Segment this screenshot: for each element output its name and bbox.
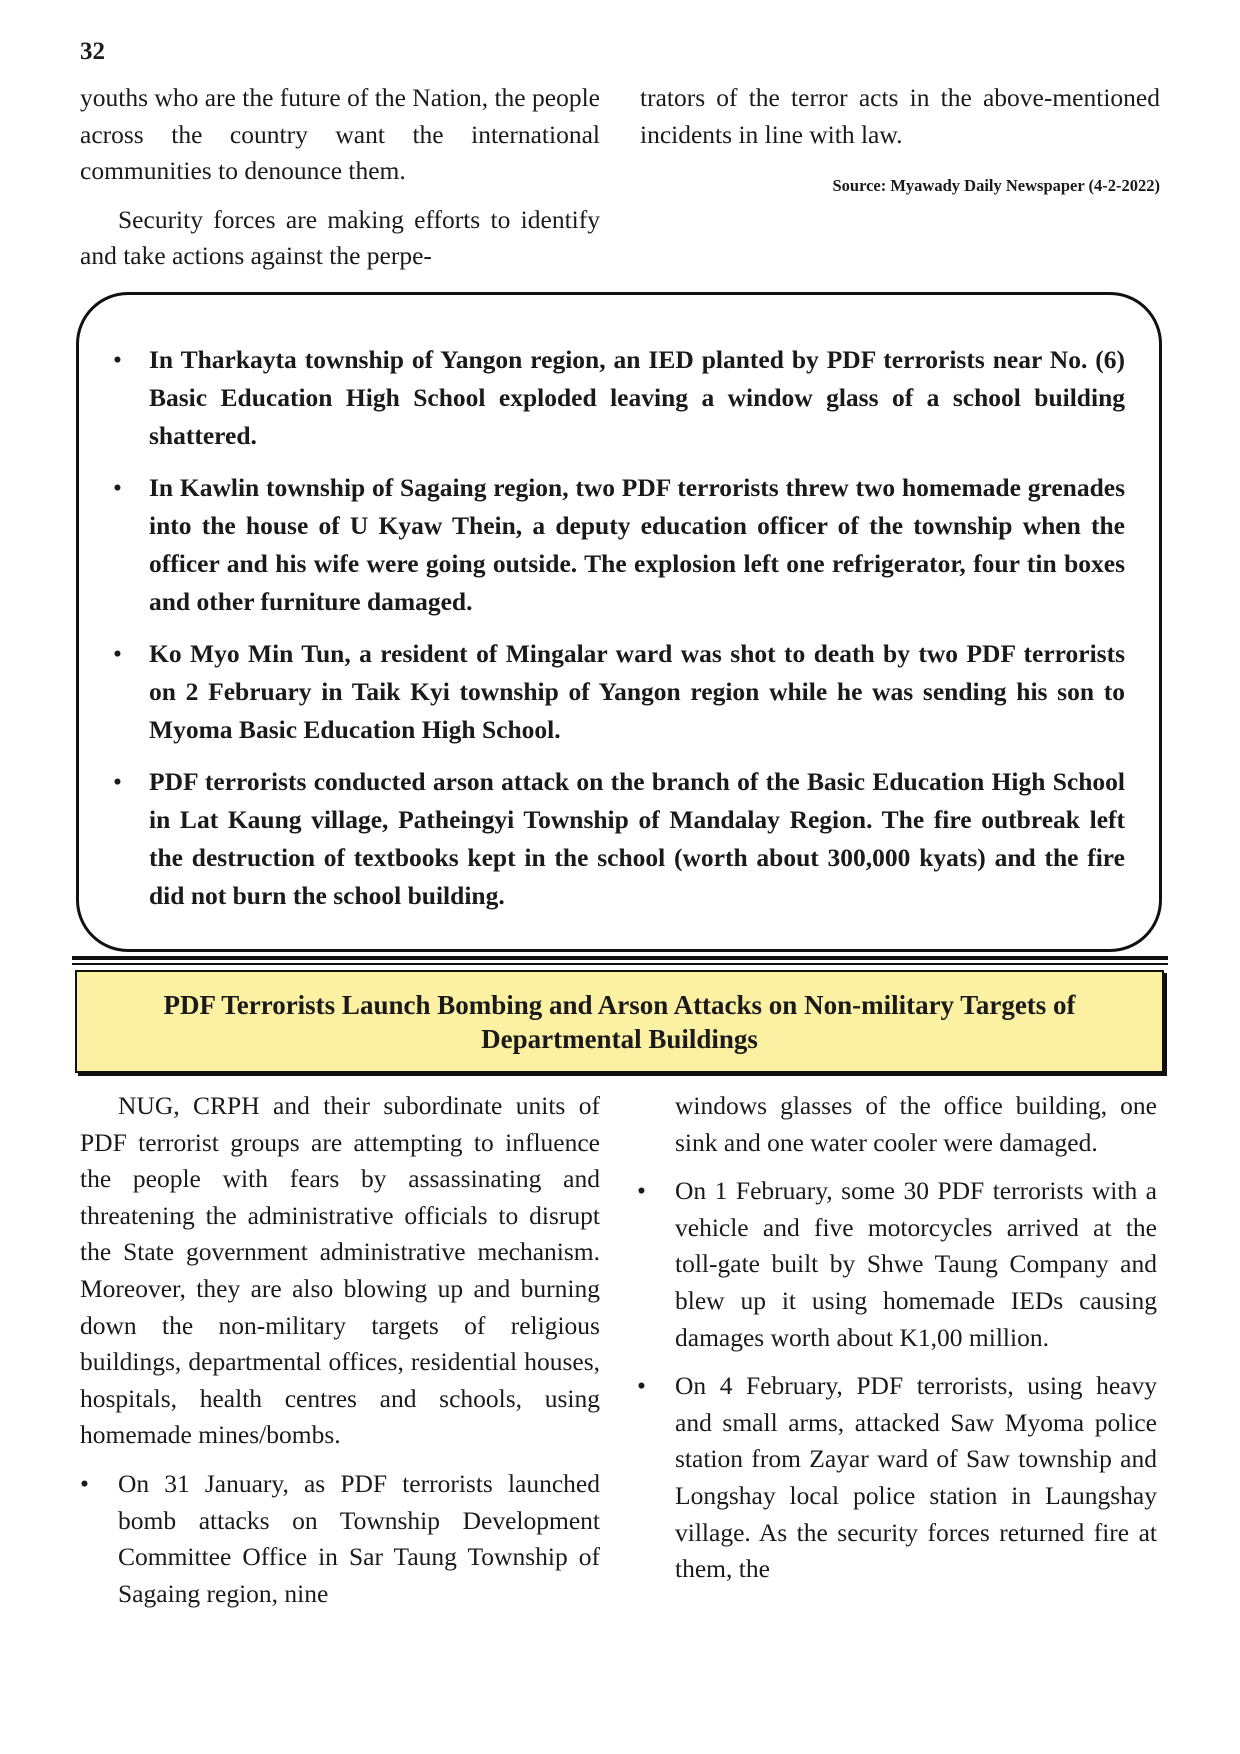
- incident-list: [79, 295, 1159, 915]
- paragraph: NUG, CRPH and their subordinate units of PDF terrorist groups are attempting to influence the people with fears by assassinating and threatening the administrative officials to disrupt the State government administrative mechanism. Moreover, they are also blowing up and burning down the non-military targets of religious buildings, departmental offices, residential houses, hospitals, health centres and schools, using homemade mines/bombs.: [80, 1091, 600, 1450]
- paragraph: Security forces are making efforts to identify and take actions against the perpe-: [80, 204, 600, 271]
- list-item: • PDF terrorists conducted arson attack on the branch of the Basic Education High School in Lat Kaung village, Patheingyi Township of Mandalay Region. The fire outbreak left the destruction of textbooks kept in the school (worth about 300,000 kyats) and the fire did not burn the school building.: [149, 763, 1125, 915]
- section-title: PDF Terrorists Launch Bombing and Arson Attacks on Non-military Targets of Departmental Buildings: [163, 989, 1076, 1054]
- list-item: • On 4 February, PDF terrorists, using heavy and small arms, attacked Saw Myoma police station from Zayar ward of Saw township and Longshay local police station in Laungshay village. As the security forces returned fire at them, the: [675, 1368, 1157, 1588]
- highlight-box: [76, 292, 1162, 952]
- section-divider: [72, 956, 1168, 960]
- list-item: • Ko Myo Min Tun, a resident of Mingalar ward was shot to death by two PDF terrorists on 2 February in Taik Kyi township of Yangon region while he was sending his son to Myoma Basic Education High School.: [149, 635, 1125, 749]
- paragraph: trators of the terror acts in the above-mentioned incidents in line with law.: [640, 83, 1160, 149]
- source-citation: Source: Myawady Daily Newspaper (4-2-2022): [832, 176, 1160, 196]
- page-number: 32: [80, 38, 105, 65]
- list-item: • On 1 February, some 30 PDF terrorists with a vehicle and five motorcycles arrived at the toll-gate built by Shwe Taung Company and blew up it using homemade IEDs causing damages worth about K1,00 million.: [675, 1173, 1157, 1356]
- top-left-column: [80, 80, 600, 275]
- bottom-right-column: [675, 1088, 1157, 1600]
- bullet-list: [675, 1173, 1157, 1588]
- paragraph: youths who are the future of the Nation, the people across the country want the international communities to denounce them.: [80, 83, 600, 186]
- section-divider: [72, 963, 1168, 965]
- top-right-column: [640, 80, 1160, 197]
- paragraph: windows glasses of the office building, one sink and one water cooler were damaged.: [675, 1091, 1157, 1157]
- bottom-left-column: [80, 1088, 600, 1612]
- section-heading-banner: [75, 970, 1164, 1073]
- list-item: • In Kawlin township of Sagaing region, two PDF terrorists threw two homemade grenades into the house of U Kyaw Thein, a deputy education officer of the township when the officer and his wife were going outside. The explosion left one refrigerator, four tin boxes and other furniture damaged.: [149, 469, 1125, 621]
- list-item: • On 31 January, as PDF terrorists launched bomb attacks on Township Development Committee Office in Sar Taung Township of Sagaing region, nine: [118, 1466, 600, 1612]
- list-item: • In Tharkayta township of Yangon region, an IED planted by PDF terrorists near No. (6) Basic Education High School exploded leaving a window glass of a school building shattered.: [149, 341, 1125, 455]
- bullet-list: [80, 1466, 600, 1612]
